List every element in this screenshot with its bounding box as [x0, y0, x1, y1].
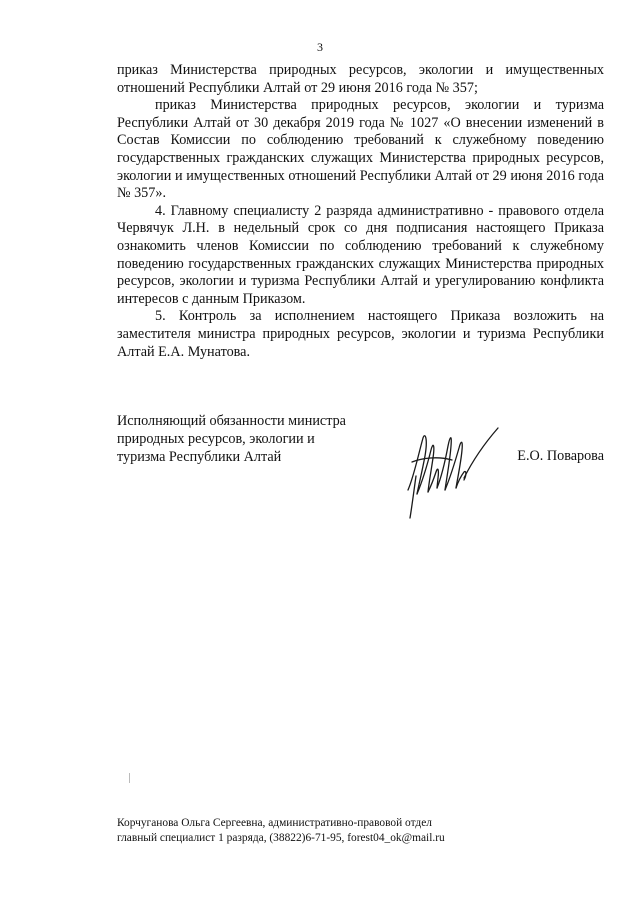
handwritten-signature-icon — [398, 416, 510, 520]
document-body — [117, 62, 604, 361]
footer-contact — [117, 816, 597, 846]
signatory-title — [117, 412, 397, 466]
paragraph-order-2019: приказ Министерства природных ресурсов, экологии и туризма Республики Алтай от 30 декабря 2019 года № 1027 «О внесении изменений в Состав Комиссии по соблюдению требований к служебному поведению государственных гражданских служащих Министерства природных ресурсов, экологии и имущественных отношений Республики Алтай от 29 июня 2016 года № 357». — [117, 97, 604, 202]
paragraph-order-2016: приказ Министерства природных ресурсов, экологии и имущественных отношений Республики Алтай от 29 июня 2016 года № 357; — [117, 62, 604, 96]
paragraph-item-4: 4. Главному специалисту 2 разряда административно - правового отдела Червячук Л.Н. в недельный срок со дня подписания настоящего Приказа ознакомить членов Комиссии по соблюдению требований к служебному поведению государственных гражданских служащих Министерства природных ресурсов, экологии и туризма Республики Алтай и урегулированию конфликта интересов с данным Приказом. — [117, 202, 604, 307]
footer-executor-line: Корчуганова Ольга Сергеевна, административно-правовой отдел — [117, 817, 432, 829]
signatory-title-line: туризма Республики Алтай — [117, 449, 282, 465]
page-number: 3 — [317, 40, 323, 54]
footer-contact-line: главный специалист 1 разряда, (38822)6-71-95, forest04_ok@mail.ru — [117, 832, 445, 844]
signatory-title-line: Исполняющий обязанности министра — [117, 413, 346, 429]
scan-mark — [129, 773, 130, 783]
signatory-name: Е.О. Поварова — [517, 448, 604, 464]
paragraph-item-5: 5. Контроль за исполнением настоящего Приказа возложить на заместителя министра природных ресурсов, экологии и туризма Республики Алтай Е.А. Мунатова. — [117, 308, 604, 360]
signatory-title-line: природных ресурсов, экологии и — [117, 431, 315, 447]
